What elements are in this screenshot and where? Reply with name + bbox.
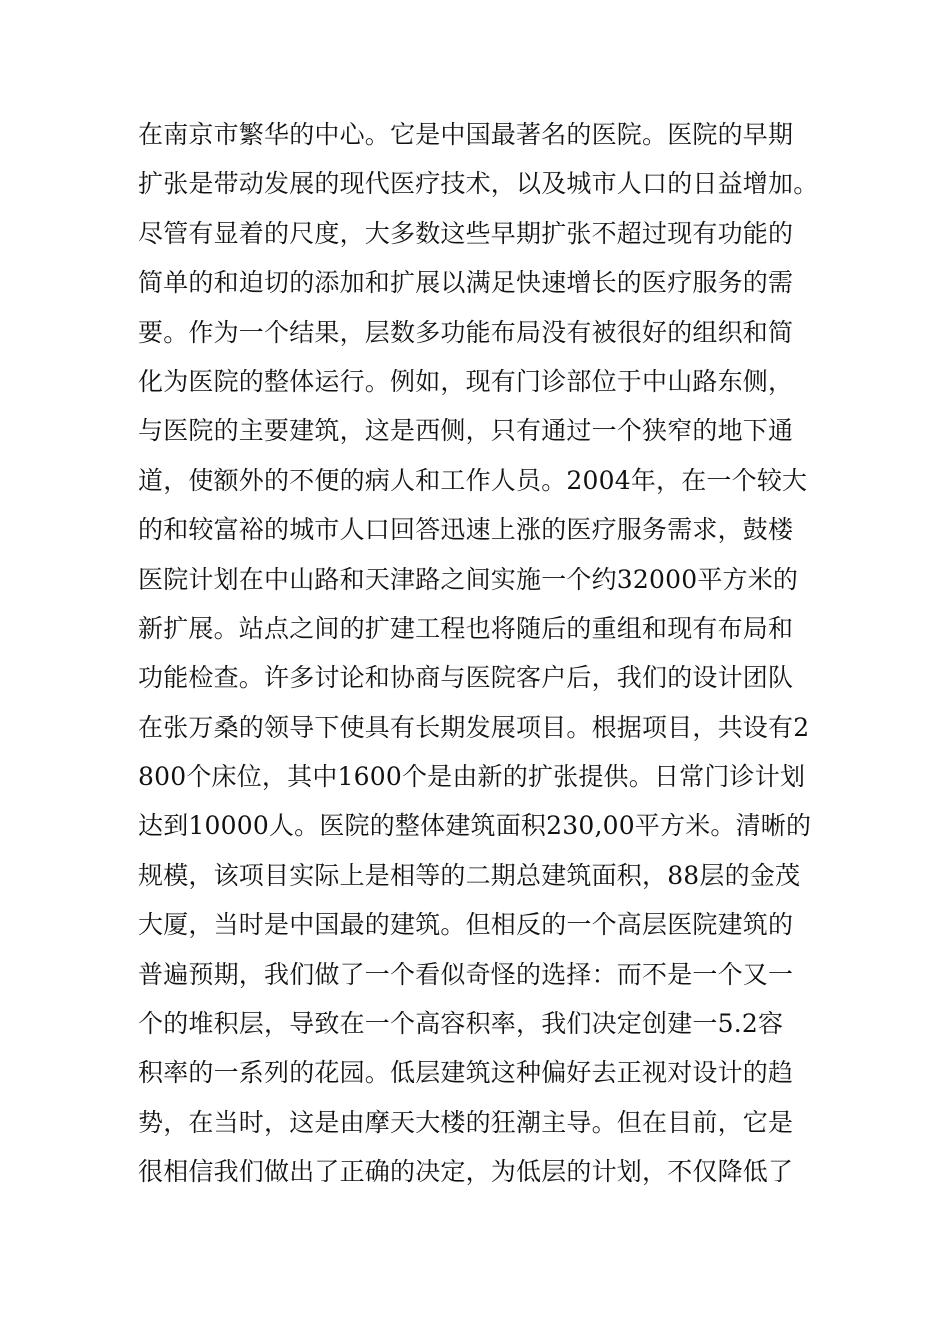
text-line-15: 达到10000人。医院的整体建筑面积230,00平方米。清晰的: [138, 811, 812, 841]
text-line-9: 的和较富裕的城市人口回答迅速上涨的医疗服务需求，鼓楼: [138, 515, 794, 545]
text-line-7: 与医院的主要建筑，这是西侧，只有通过一个狭窄的地下通: [138, 416, 794, 446]
text-line-13: 在张万桑的领导下使具有长期发展项目。根据项目，共设有2: [138, 712, 810, 742]
text-line-5: 要。作为一个结果，层数多功能布局没有被很好的组织和简: [138, 317, 794, 347]
text-line-2: 扩张是带动发展的现代医疗技术，以及城市人口的日益增加。: [138, 169, 819, 199]
text-line-4: 简单的和迫切的添加和扩展以满足快速增长的医疗服务的需: [138, 268, 794, 298]
text-line-21: 势，在当时，这是由摩天大楼的狂潮主导。但在目前，它是: [138, 1107, 794, 1137]
text-line-17: 大厦，当时是中国最的建筑。但相反的一个高层医院建筑的: [138, 910, 794, 940]
text-line-3: 尽管有显着的尺度，大多数这些早期扩张不超过现有功能的: [138, 218, 794, 248]
text-line-11: 新扩展。站点之间的扩建工程也将随后的重组和现有布局和: [138, 613, 794, 643]
text-line-16: 规模，该项目实际上是相等的二期总建筑面积，88层的金茂: [138, 860, 801, 890]
text-line-8: 道，使额外的不便的病人和工作人员。2004年，在一个较大: [138, 465, 808, 495]
body-text: [138, 110, 818, 1197]
text-line-20: 积率的一系列的花园。低层建筑这种偏好去正视对设计的趋: [138, 1058, 794, 1088]
text-line-12: 功能检查。许多讨论和协商与医院客户后，我们的设计团队: [138, 663, 794, 693]
text-line-10: 医院计划在中山路和天津路之间实施一个约32000平方米的: [138, 564, 799, 594]
text-line-19: 个的堆积层，导致在一个高容积率，我们决定创建一5.2容: [138, 1009, 784, 1039]
text-line-18: 普遍预期，我们做了一个看似奇怪的选择：而不是一个又一: [138, 959, 794, 989]
text-line-22: 很相信我们做出了正确的决定，为低层的计划，不仅降低了: [138, 1157, 794, 1187]
text-line-1: 在南京市繁华的中心。它是中国最著名的医院。医院的早期: [138, 120, 794, 149]
text-line-6: 化为医院的整体运行。例如，现有门诊部位于中山路东侧，: [138, 366, 794, 396]
text-line-14: 800个床位，其中1600个是由新的扩张提供。日常门诊计划: [138, 762, 806, 792]
